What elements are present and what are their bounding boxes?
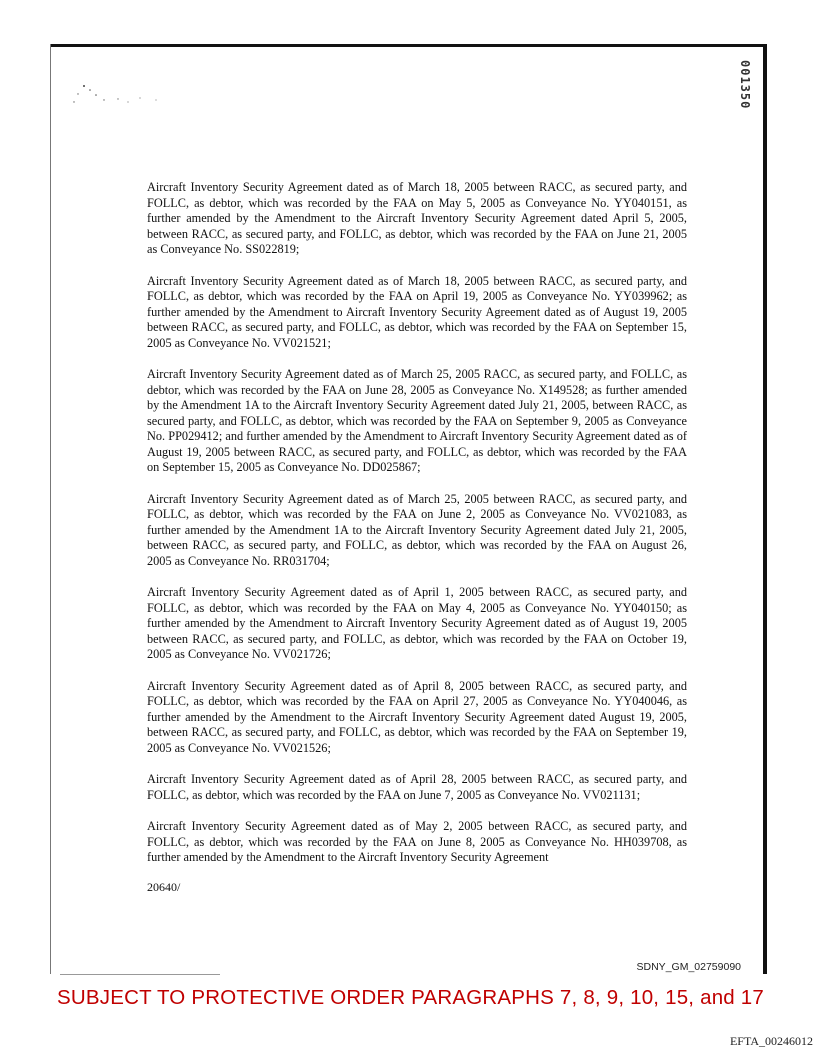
efta-number: EFTA_00246012 [729, 1034, 813, 1048]
document-body [147, 180, 687, 882]
scan-border-right [763, 44, 767, 974]
document-footer-code: 20640/ [147, 880, 181, 894]
protective-order-notice: SUBJECT TO PROTECTIVE ORDER PARAGRAPHS 7, 8, 9, 10, 15, and 17 [57, 986, 764, 1009]
scan-border-top [50, 44, 764, 47]
paragraph: Aircraft Inventory Security Agreement dated as of April 1, 2005 between RACC, as secured party, and FOLLC, as debtor, which was recorded by the FAA on May 4, 2005 as Conveyance No. YY040150; as further amended by the Amendment to Aircraft Inventory Security Agreement dated as of August 19, 2005 between RACC, as secured party, and FOLLC, as debtor, which was recorded by the FAA on October 19, 2005 as Conveyance No. VV021726; [147, 585, 687, 661]
scan-border-bottom [60, 974, 220, 975]
paragraph: Aircraft Inventory Security Agreement dated as of May 2, 2005 between RACC, as secured party, and FOLLC, as debtor, which was recorded by the FAA on June 8, 2005 as Conveyance No. HH039708, as further amended by the Amendment to the Aircraft Inventory Security Agreement [147, 819, 687, 864]
paragraph: Aircraft Inventory Security Agreement dated as of March 18, 2005 between RACC, as secured party, and FOLLC, as debtor, which was recorded by the FAA on May 5, 2005 as Conveyance No. YY040151, as further amended by the Amendment to the Aircraft Inventory Security Agreement dated April 5, 2005, between RACC, as secured party, and FOLLC, as debtor, which was recorded by the FAA on June 21, 2005 as Conveyance No. SS022819; [147, 180, 687, 256]
scan-border-left [50, 44, 51, 974]
scan-noise-specks [70, 80, 210, 120]
paragraph: Aircraft Inventory Security Agreement dated as of April 8, 2005 between RACC, as secured party, and FOLLC, as debtor, which was recorded by the FAA on April 27, 2005 as Conveyance No. YY040046, as further amended by the Amendment to the Aircraft Inventory Security Agreement dated August 19, 2005, between RACC, as secured party, and FOLLC, as debtor, which was recorded by the FAA on September 19, 2005 as Conveyance No. VV021526; [147, 678, 687, 755]
bates-stamp-vertical: 001350 [738, 60, 752, 110]
bates-number: SDNY_GM_02759090 [636, 961, 741, 973]
paragraph: Aircraft Inventory Security Agreement dated as of March 25, 2005 between RACC, as secured party, and FOLLC, as debtor, which was recorded by the FAA on June 2, 2005 as Conveyance No. VV021083, as further amended by the Amendment 1A to the Aircraft Inventory Security Agreement dated July 21, 2005, between RACC, as secured party, and FOLLC, as debtor, which was recorded by the FAA on August 26, 2005 as Conveyance No. RR031704; [147, 491, 687, 568]
paragraph: Aircraft Inventory Security Agreement dated as of March 18, 2005 between RACC, as secured party, and FOLLC, as debtor, which was recorded by the FAA on April 19, 2005 as Conveyance No. YY039962; as further amended by the Amendment to Aircraft Inventory Security Agreement dated as of August 19, 2005 between RACC, as secured party, and FOLLC, as debtor, which was recorded by the FAA on September 15, 2005 as Conveyance No. VV021521; [147, 273, 687, 350]
paragraph: Aircraft Inventory Security Agreement dated as of April 28, 2005 between RACC, as secured party, and FOLLC, as debtor, which was recorded by the FAA on June 7, 2005 as Conveyance No. VV021131; [147, 772, 687, 802]
paragraph: Aircraft Inventory Security Agreement dated as of March 25, 2005 RACC, as secured party, and FOLLC, as debtor, which was recorded by the FAA on June 28, 2005 as Conveyance No. X149528; as further amended by the Amendment 1A to the Aircraft Inventory Security Agreement dated July 21, 2005, between RACC, as secured party, and FOLLC, as debtor, which was recorded by the FAA on September 9, 2005 as Conveyance No. PP029412; and further amended by the Amendment to Aircraft Inventory Security Agreement dated as of August 19, 2005 between RACC, as secured party, and FOLLC, as debtor, which was recorded by the FAA on September 15, 2005 as Conveyance No. DD025867; [147, 367, 687, 474]
